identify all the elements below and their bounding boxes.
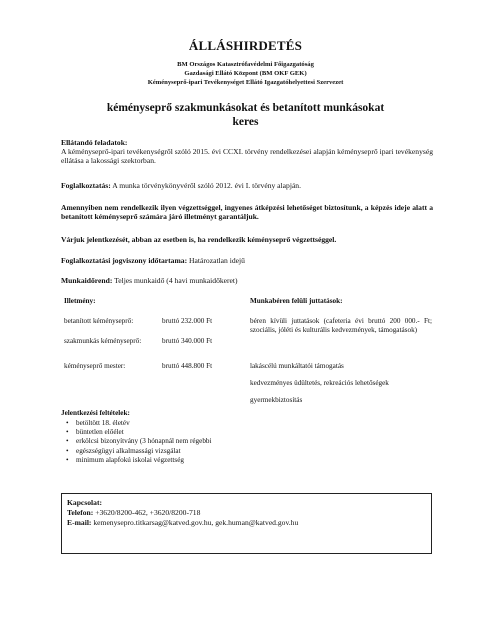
- employment-text: A munka törvénykönyvéről szóló 2012. évi I. törvény alapján.: [110, 181, 302, 190]
- requirement-item: • betöltött 18. életév: [76, 419, 212, 428]
- phone-label: Telefon:: [67, 507, 94, 517]
- duties-label: Ellátandó feladatok:: [61, 138, 128, 147]
- legal-relation-text: Határozatlan idejű: [187, 256, 245, 265]
- salary-amount-3: bruttó 448.800 Ft: [162, 362, 213, 370]
- working-hours-section: [61, 276, 433, 285]
- headline: kéményseprő szakmunkásokat és betanított munkásokat: [106, 102, 385, 114]
- subtitle: keres: [232, 116, 259, 128]
- employment-label: Foglalkoztatás:: [61, 181, 111, 190]
- salary-position-1: betanított kéményseprő:: [64, 317, 134, 325]
- duties-section: [61, 138, 433, 165]
- requirements-list: [62, 419, 212, 465]
- requirements-label: Jelentkezési feltételek:: [61, 409, 130, 417]
- salary-position-3: kéményseprő mester:: [64, 362, 126, 370]
- salary-amount-1: bruttó 232.000 Ft: [162, 317, 213, 325]
- organization-line-1: BM Országos Katasztrófavédelmi Főigazgatóság: [177, 61, 314, 68]
- salary-amount-2: bruttó 340.000 Ft: [162, 337, 213, 345]
- working-hours-label: Munkaidőrend:: [61, 276, 113, 285]
- organization-line-2: Gazdasági Ellátó Központ (BM OKF GEK): [184, 70, 307, 77]
- salary-position-2: szakmunkás kéményseprő:: [64, 337, 142, 345]
- benefit-item-4: gyermekbiztosítás: [250, 396, 303, 404]
- working-hours-text: Teljes munkaidő (4 havi munkaidőkeret): [112, 276, 238, 285]
- contact-email-line: [67, 518, 298, 528]
- requirement-item: • minimum alapfokú iskolai végzettség: [76, 456, 212, 465]
- phone-numbers: +3620/8200-462, +3620/8200-718: [93, 507, 201, 517]
- legal-relation-section: [61, 256, 433, 265]
- requirement-item: • egészségügyi alkalmassági vizsgálat: [76, 447, 212, 456]
- contact-box: [61, 493, 432, 554]
- benefit-item-3: kedvezményes üdültetés, rekreációs lehetőségek: [250, 379, 389, 387]
- benefit-item-1: béren kívüli juttatások (cafeteria évi bruttó 200 000.- Ft; szociális, jóléti és kulturális kedvezmények, támogatások): [250, 317, 432, 334]
- contact-phone-line: [67, 508, 298, 518]
- organization-line-3: Kéményseprő-ipari Tevékenységet Ellátó Igazgatóhelyettesi Szervezet: [147, 79, 344, 86]
- benefit-item-2: lakáscélú munkáltatói támogatás: [250, 362, 344, 370]
- employment-section: [61, 181, 433, 190]
- training-note: Amennyiben nem rendelkezik ilyen végzettséggel, ingyenes átképzési lehetőséget biztosítunk, a képzés ideje alatt a betanított kéményseprő számára járó illetményt garantáljuk.: [61, 203, 433, 221]
- document-title: ÁLLÁSHIRDETÉS: [188, 38, 303, 53]
- email-label: E-mail:: [67, 517, 92, 527]
- email-addresses: kemenysepro.titkarsag@katved.gov.hu, gek.human@katved.gov.hu: [91, 517, 299, 527]
- requirement-item: • erkölcsi bizonyítvány (3 hónapnál nem régebbi: [76, 437, 212, 446]
- duties-text: A kéményseprő-ipari tevékenységről szóló 2015. évi CCXI. törvény rendelkezései alapján kéményseprő ipari tevékenység ellátása a lakossági szektorban.: [61, 147, 433, 165]
- waiting-note: Várjuk jelentkezését, abban az esetben is, ha rendelkezik kéményseprő végzettséggel.: [61, 235, 337, 244]
- requirement-item: • büntetlen előélet: [76, 428, 212, 437]
- contact-label: Kapcsolat:: [67, 498, 103, 507]
- legal-relation-label: Foglalkoztatási jogviszony időtartama:: [61, 256, 188, 265]
- benefits-label: Munkabéren felüli juttatások:: [250, 297, 343, 305]
- salary-label: Illetmény:: [64, 297, 96, 305]
